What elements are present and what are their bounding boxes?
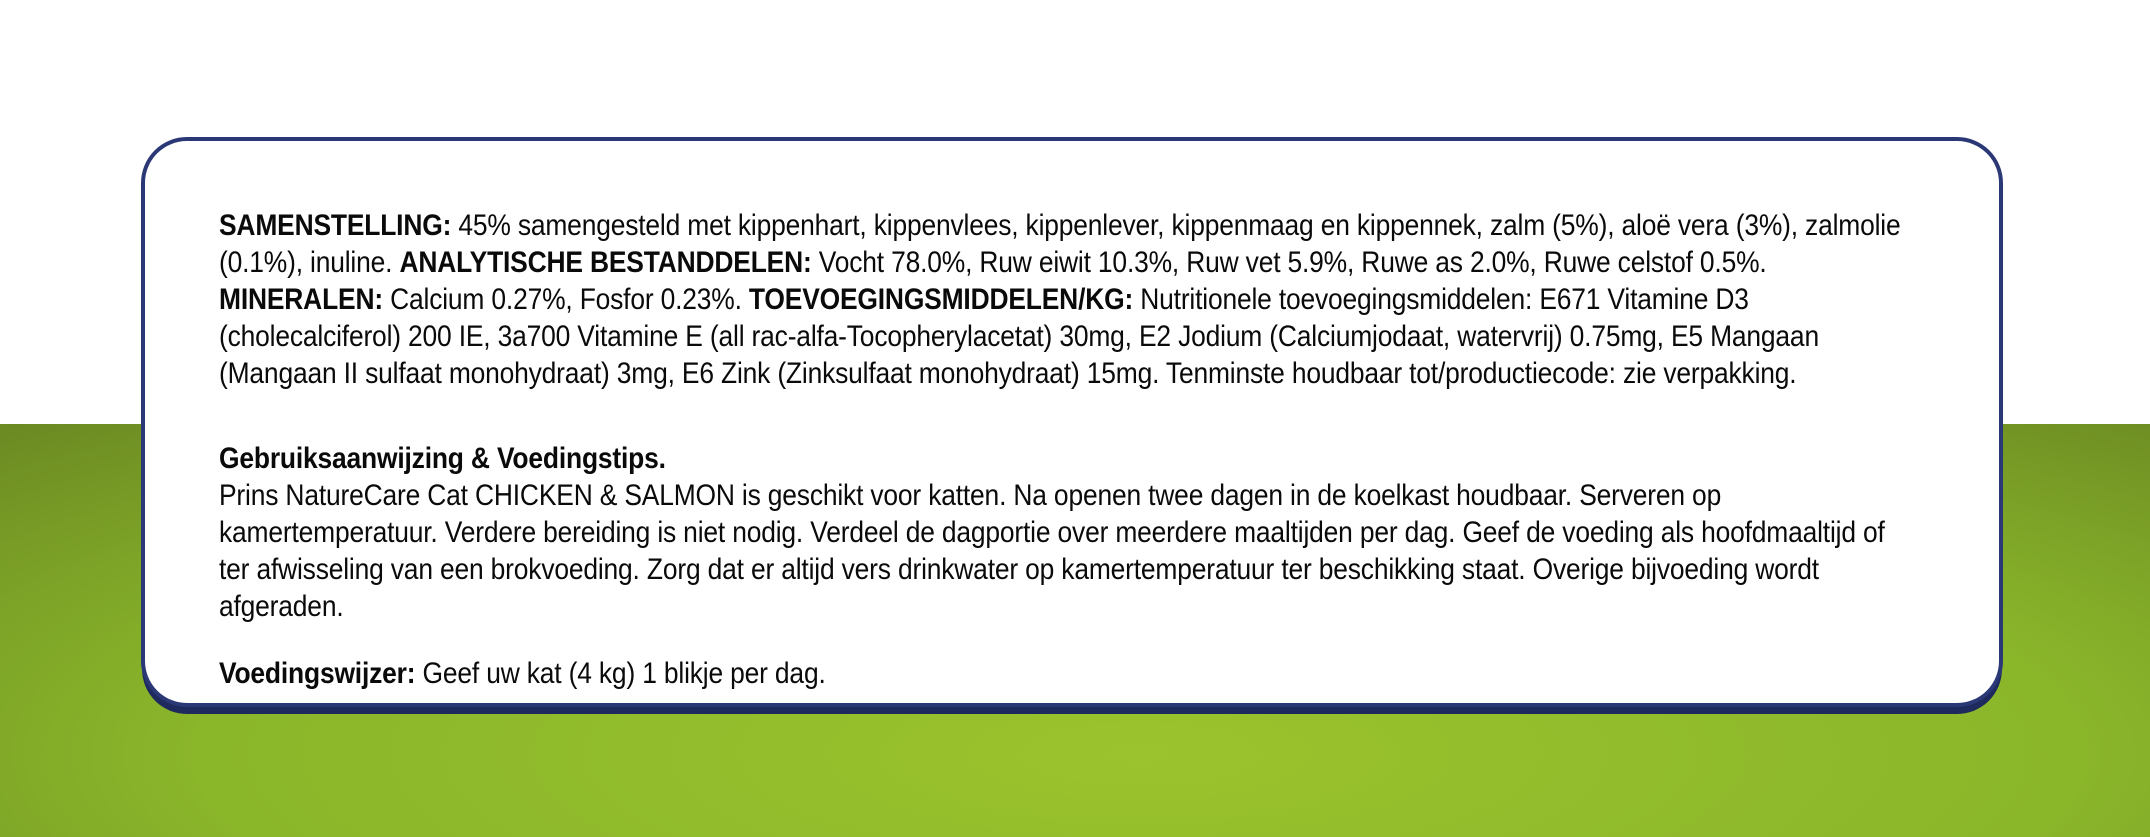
text-segment: Calcium 0.27%, Fosfor 0.23%. bbox=[382, 283, 749, 316]
label-copy bbox=[219, 207, 1919, 692]
bold-text-segment: ANALYTISCHE BESTANDDELEN: bbox=[399, 246, 812, 279]
composition-paragraph bbox=[219, 207, 1919, 392]
bold-text-segment: TOEVOEGINGSMIDDELEN/KG: bbox=[748, 283, 1134, 316]
usage-heading: Gebruiksaanwijzing & Voedingstips. bbox=[219, 442, 666, 475]
label-card bbox=[141, 137, 2003, 707]
bold-text-segment: MINERALEN: bbox=[219, 283, 383, 316]
bold-text-segment: SAMENSTELLING: bbox=[219, 209, 452, 242]
feeding-guide-paragraph bbox=[219, 655, 1919, 692]
bold-text-segment: Voedingswijzer: bbox=[219, 657, 416, 690]
label-card-content bbox=[145, 141, 1999, 692]
usage-paragraph: Prins NatureCare Cat CHICKEN & SALMON is geschikt voor katten. Na openen twee dagen in de koelkast houdbaar. Serveren op kamertemperatuur. Verdere bereiding is niet nodig. Verdeel de dagportie over meerdere maaltijden per dag. Geef de voeding als hoofdmaaltijd of ter afwisseling van een brokvoeding. Zorg dat er altijd vers drinkwater op kamertemperatuur ter beschikking staat. Overige bijvoeding wordt afgeraden. bbox=[219, 479, 1885, 623]
text-segment: Vocht 78.0%, Ruw eiwit 10.3%, Ruw vet 5.9%, Ruwe as 2.0%, Ruwe celstof 0.5%. bbox=[811, 246, 1767, 279]
text-segment: 45% samengesteld met kippenhart, kippenvlees, kippenlever, kippenmaag en kippennek, zalm (5%), aloë vera (3%), zalmolie (0.1%), inuline. bbox=[219, 209, 1901, 279]
text-segment: Geef uw kat (4 kg) 1 blikje per dag. bbox=[415, 657, 826, 690]
text-segment: Nutritionele toevoegingsmiddelen: E671 Vitamine D3 (cholecalciferol) 200 IE, 3a700 Vitamine E (all rac-alfa-Tocopherylacetat) 30mg, E2 Jodium (Calciumjodaat, watervrij) 0.75mg, E5 Mangaan (Mangaan II sulfaat monohydraat) 3mg, E6 Zink (Zinksulfaat monohydraat) 15mg. Tenminste houdbaar tot/productiecode: zie verpakking. bbox=[219, 283, 1819, 390]
